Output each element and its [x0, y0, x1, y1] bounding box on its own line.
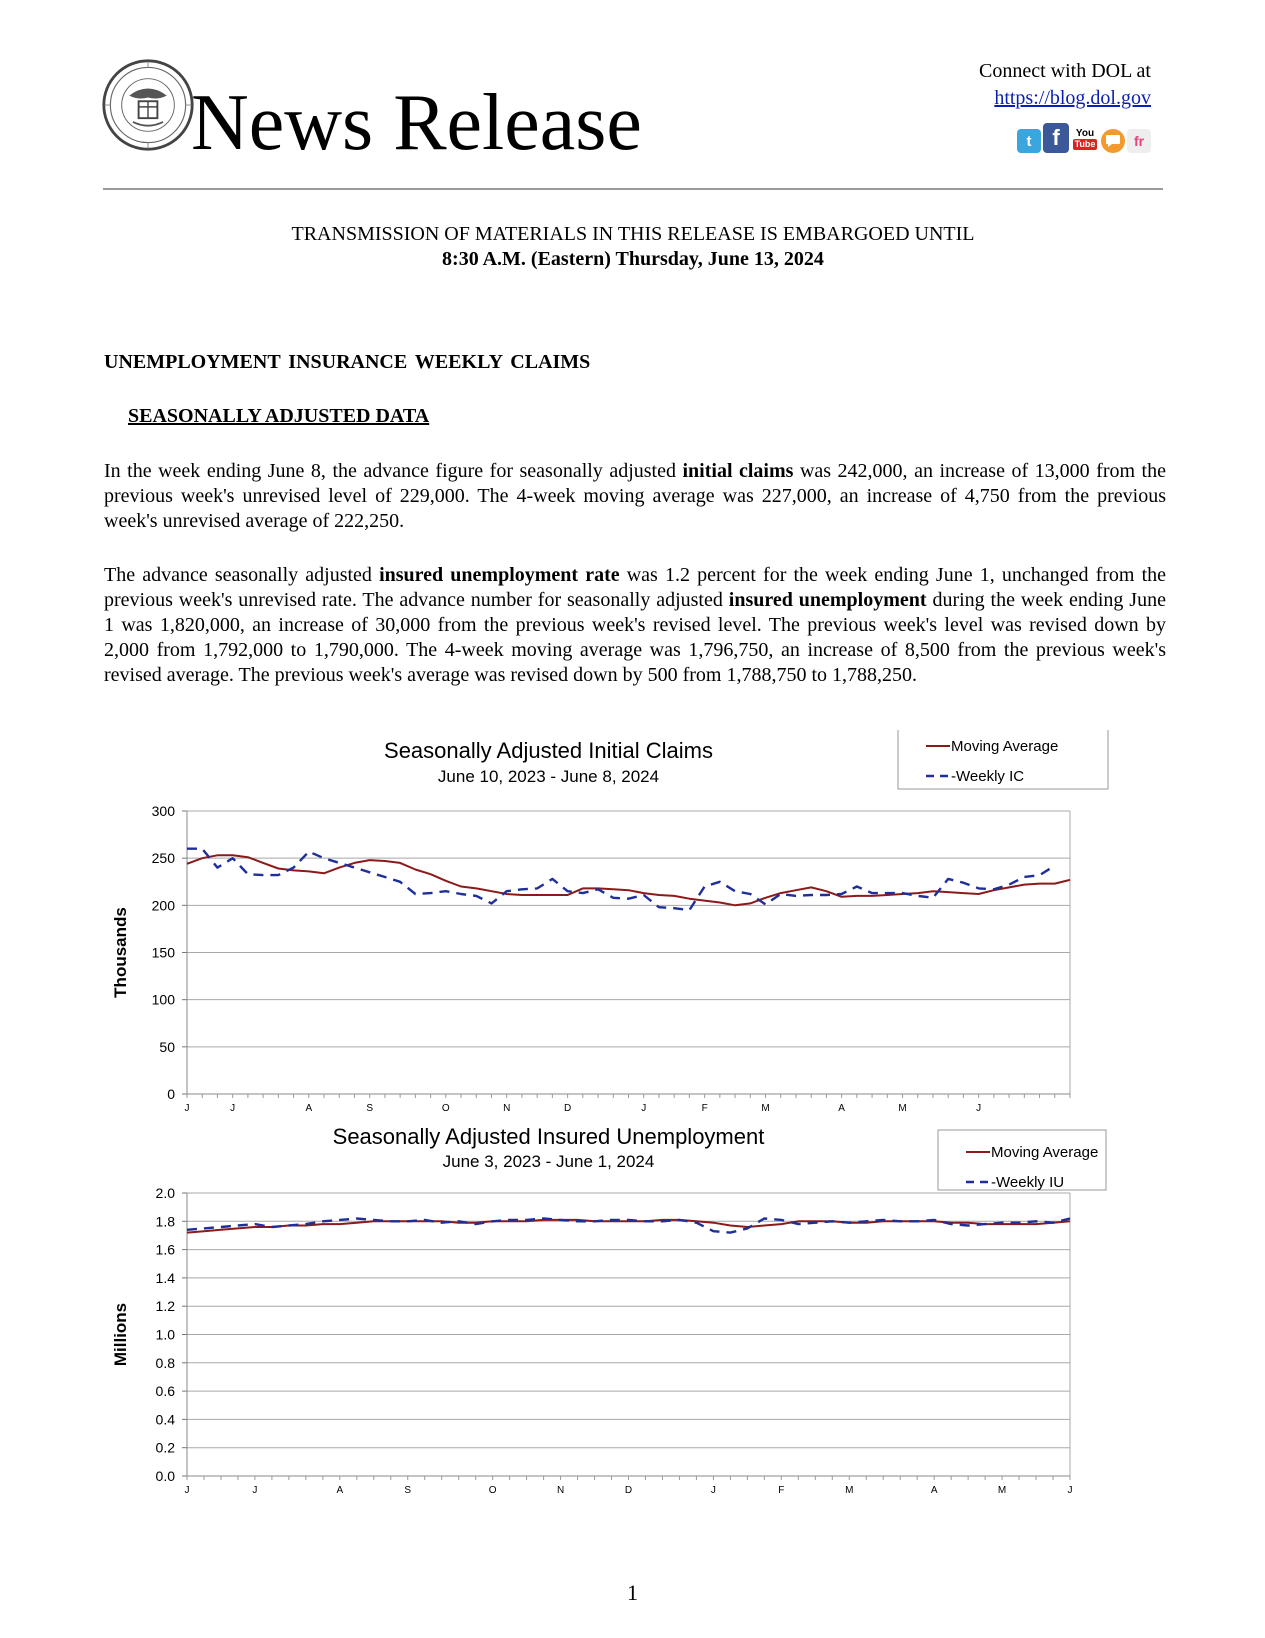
y-tick-label: 1.4: [155, 1269, 175, 1286]
x-tick-label: N: [556, 1485, 565, 1496]
y-tick-label: 0.0: [155, 1468, 175, 1484]
x-tick-label: M: [898, 1103, 907, 1114]
youtube-label-top: You: [1075, 128, 1095, 139]
facebook-icon[interactable]: [1043, 123, 1069, 153]
embargo-notice: [103, 222, 1163, 272]
facebook-letter: f: [1052, 125, 1060, 150]
x-tick-label: N: [503, 1103, 511, 1114]
y-axis-label: Millions: [111, 1302, 130, 1367]
x-tick-label: A: [930, 1485, 938, 1496]
y-tick-label: 1.6: [155, 1241, 175, 1258]
chat-icon[interactable]: [1101, 129, 1125, 153]
y-tick-label: 0.4: [155, 1411, 175, 1428]
x-tick-label: M: [997, 1485, 1007, 1496]
x-tick-label: J: [184, 1103, 190, 1114]
x-tick-label: M: [761, 1103, 770, 1114]
text-run: The advance seasonally adjusted: [104, 564, 380, 586]
legend-label: Moving Average: [951, 738, 1059, 755]
x-tick-label: D: [624, 1485, 633, 1496]
header-divider: [103, 188, 1163, 190]
youtube-icon[interactable]: [1071, 125, 1099, 153]
y-tick-label: 50: [159, 1038, 175, 1055]
x-tick-label: S: [366, 1103, 374, 1114]
x-tick-label: J: [710, 1485, 716, 1496]
blog-link[interactable]: https://blog.dol.gov: [994, 87, 1151, 109]
x-tick-label: D: [563, 1103, 572, 1114]
connect-block: [979, 58, 1151, 112]
y-tick-label: 100: [151, 991, 175, 1008]
legend-label: -Weekly IC: [951, 768, 1025, 785]
flickr-letters: fr: [1133, 133, 1145, 149]
x-tick-label: M: [845, 1485, 854, 1496]
bold-term: insured unemployment: [728, 589, 927, 611]
youtube-label-bottom: Tube: [1074, 139, 1096, 149]
legend-label: -Weekly IU: [991, 1174, 1065, 1191]
subsection-title: SEASONALLY ADJUSTED DATA: [128, 405, 430, 427]
y-tick-label: 1.2: [155, 1298, 175, 1315]
x-tick-label: O: [441, 1103, 450, 1114]
x-tick-label: J: [641, 1103, 647, 1114]
bold-term: initial claims: [682, 460, 794, 482]
chart-subtitle: June 3, 2023 - June 1, 2024: [442, 1152, 655, 1171]
embargo-line: TRANSMISSION OF MATERIALS IN THIS RELEASE IS EMBARGOED UNTIL: [291, 223, 975, 245]
flickr-icon[interactable]: [1127, 129, 1151, 153]
moving-average-line: [187, 1220, 1070, 1233]
x-tick-label: F: [701, 1103, 708, 1114]
y-tick-label: 0.6: [155, 1383, 175, 1400]
y-tick-label: 150: [151, 944, 175, 961]
bold-term: insured unemployment rate: [379, 564, 620, 586]
x-tick-label: A: [305, 1103, 313, 1114]
y-tick-label: 0.2: [155, 1439, 175, 1456]
x-tick-label: J: [184, 1485, 190, 1496]
embargo-date: 8:30 A.M. (Eastern) Thursday, June 13, 2024: [442, 248, 824, 270]
y-tick-label: 200: [151, 897, 175, 914]
x-tick-label: A: [838, 1103, 845, 1114]
chart-subtitle: June 10, 2023 - June 8, 2024: [437, 767, 660, 786]
y-tick-label: 2.0: [155, 1185, 175, 1201]
social-icons: [1017, 123, 1151, 153]
connect-text: Connect with DOL at: [978, 60, 1151, 82]
y-tick-label: 1.0: [155, 1326, 175, 1343]
x-tick-label: J: [976, 1103, 982, 1114]
x-tick-label: O: [488, 1485, 497, 1496]
speech-bubble-icon: [1105, 134, 1121, 148]
text-run: during the week ending June 1 was 1,820,000, an increase of 30,000 from the previous week's revised level. The previous week's level was revised down by 2,000 from 1,792,000 to 1,790,000. The 4-week moving average was 1,796,750, an increase of 8,500 from the previous week's revised average. The previous week's average was revised down by 500 from 1,788,750 to 1,788,250.: [104, 589, 1166, 686]
y-tick-label: 1.8: [155, 1213, 175, 1230]
department-of-labor-seal-icon: [101, 58, 195, 152]
y-tick-label: 0: [167, 1086, 175, 1102]
x-tick-label: J: [252, 1485, 258, 1496]
twitter-icon[interactable]: [1017, 129, 1041, 153]
text-run: was 1.2 percent for the week ending June 1, unchanged from the previous week's unrevised rate. The advance number for seasonally adjusted: [104, 564, 1167, 611]
text-run: In the week ending June 8, the advance figure for seasonally adjusted: [104, 460, 683, 482]
charts-area: [0, 730, 1265, 1510]
section-title: UNEMPLOYMENT INSURANCE WEEKLY CLAIMS: [104, 351, 591, 373]
y-axis-label: Thousands: [111, 907, 130, 998]
twitter-letter: t: [1026, 132, 1032, 150]
x-tick-label: J: [1067, 1485, 1073, 1496]
legend-label: Moving Average: [991, 1144, 1099, 1161]
x-tick-label: J: [230, 1103, 236, 1114]
y-tick-label: 300: [151, 803, 175, 819]
page-number: 1: [627, 1580, 638, 1605]
chart-title: Seasonally Adjusted Insured Unemployment: [332, 1124, 765, 1149]
brand-title: News Release: [191, 79, 642, 167]
text-run: was 242,000, an increase of 13,000 from the previous week's unrevised level of 229,000. The 4-week moving average was 227,000, an increase of 4,750 from the previous week's unrevised average of 222,250.: [104, 460, 1166, 532]
x-tick-label: A: [336, 1485, 344, 1496]
x-tick-label: S: [404, 1485, 412, 1496]
initial-claims-paragraph: [104, 459, 1166, 534]
y-tick-label: 0.8: [155, 1354, 175, 1371]
y-tick-label: 250: [151, 850, 175, 867]
insured-unemployment-paragraph: [104, 563, 1166, 688]
x-tick-label: F: [778, 1485, 785, 1496]
chart-title: Seasonally Adjusted Initial Claims: [384, 738, 713, 763]
